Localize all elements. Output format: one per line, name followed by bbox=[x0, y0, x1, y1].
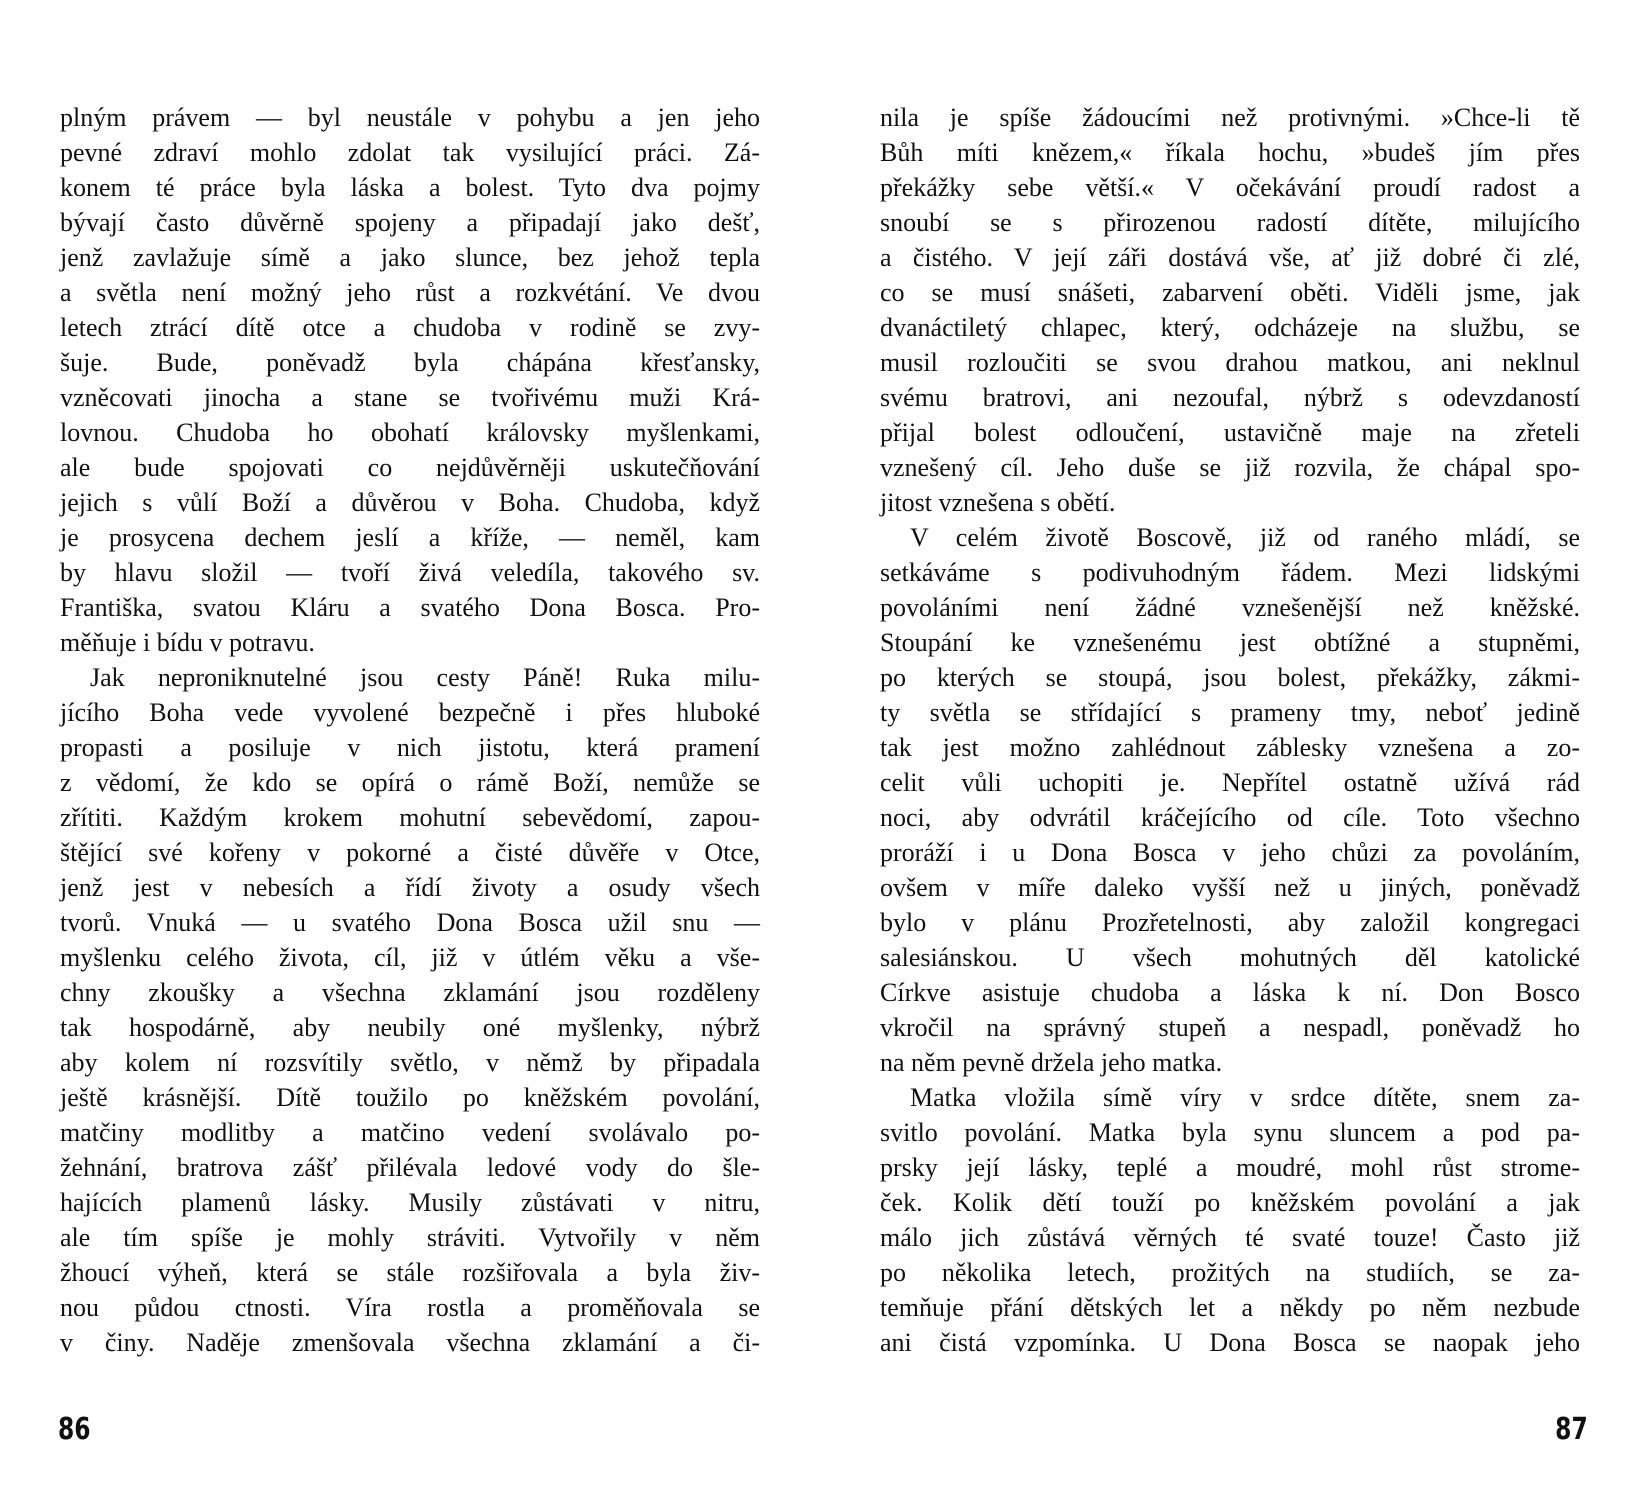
text-line: svému bratrovi, ani nezoufal, nýbrž s odevzdaností bbox=[880, 383, 1580, 412]
text-line: zřítiti. Každým krokem mohutní sebevědomí, zapou- bbox=[60, 803, 760, 832]
text-line: jenž zavlažuje símě a jako slunce, bez jehož tepla bbox=[60, 243, 760, 272]
text-line: aby kolem ní rozsvítily světlo, v němž by připadala bbox=[60, 1048, 760, 1077]
text-line: jícího Boha vede vyvolené bezpečně i přes hluboké bbox=[60, 698, 760, 727]
text-line: Bůh míti knězem,« říkala hochu, »budeš jím přes bbox=[880, 138, 1580, 167]
text-line: po kterých se stoupá, jsou bolest, překážky, zákmi- bbox=[880, 663, 1580, 692]
text-line: ani čistá vzpomínka. U Dona Bosca se naopak jeho bbox=[880, 1328, 1580, 1357]
text-line: a světla není možný jeho růst a rozkvétání. Ve dvou bbox=[60, 278, 760, 307]
text-line: plným právem — byl neustále v pohybu a jen jeho bbox=[60, 103, 760, 132]
text-line: Stoupání ke vznešenému jest obtížné a stupněmi, bbox=[880, 628, 1580, 657]
text-line: bývají často důvěrně spojeny a připadají jako dešť, bbox=[60, 208, 760, 237]
text-line: by hlavu složil — tvoří živá veledíla, takového sv. bbox=[60, 558, 760, 587]
text-line: pevné zdraví mohlo zdolat tak vysilující práci. Zá- bbox=[60, 138, 760, 167]
text-line: tak jest možno zahlédnout záblesky vznešena a zo- bbox=[880, 733, 1580, 762]
text-line: propasti a posiluje v nich jistotu, která pramení bbox=[60, 733, 760, 762]
page-number-right: 87 bbox=[1555, 1412, 1588, 1447]
left-page bbox=[60, 100, 760, 1360]
text-line: noci, aby odvrátil kráčejícího od cíle. Toto všechno bbox=[880, 803, 1580, 832]
text-line: v činy. Naděje zmenšovala všechna zklamání a či- bbox=[60, 1328, 760, 1357]
paragraph-start-line: Jak neproniknutelné jsou cesty Páně! Ruka milu- bbox=[90, 663, 760, 692]
text-line: tak hospodárně, aby neubily oné myšlenky, nýbrž bbox=[60, 1013, 760, 1042]
text-line: prsky její lásky, teplé a moudré, mohl růst strome- bbox=[880, 1153, 1580, 1182]
text-line: vznešený cíl. Jeho duše se již rozvila, že chápal spo- bbox=[880, 453, 1580, 482]
page-number-left: 86 bbox=[58, 1412, 91, 1447]
text-line: je prosycena dechem jeslí a kříže, — neměl, kam bbox=[60, 523, 760, 552]
text-line: snoubí se s přirozenou radostí dítěte, milujícího bbox=[880, 208, 1580, 237]
text-line: hajících plamenů lásky. Musily zůstávati v nitru, bbox=[60, 1188, 760, 1217]
text-line: Františka, svatou Kláru a svatého Dona Bosca. Pro- bbox=[60, 593, 760, 622]
text-line: letech ztrácí dítě otce a chudoba v rodině se zvy- bbox=[60, 313, 760, 342]
text-line: ty světla se střídající s prameny tmy, neboť jedině bbox=[880, 698, 1580, 727]
text-line: jejich s vůlí Boží a důvěrou v Boha. Chudoba, když bbox=[60, 488, 760, 517]
text-line: z vědomí, že kdo se opírá o rámě Boží, nemůže se bbox=[60, 768, 760, 797]
text-line: Církve asistuje chudoba a láska k ní. Don Bosco bbox=[880, 978, 1580, 1007]
text-line: žhoucí výheň, která se stále rozšiřovala a byla živ- bbox=[60, 1258, 760, 1287]
text-line: myšlenku celého života, cíl, již v útlém věku a vše- bbox=[60, 943, 760, 972]
text-line: svitlo povolání. Matka byla synu sluncem a pod pa- bbox=[880, 1118, 1580, 1147]
text-line: musil rozloučiti se svou drahou matkou, ani neklnul bbox=[880, 348, 1580, 377]
text-line: jitost vznešena s obětí. bbox=[880, 488, 1116, 517]
text-line: ček. Kolik dětí touží po kněžském povolání a jak bbox=[880, 1188, 1580, 1217]
paragraph-start-line: V celém životě Boscově, již od raného mládí, se bbox=[910, 523, 1580, 552]
text-line: dvanáctiletý chlapec, který, odcházeje na službu, se bbox=[880, 313, 1580, 342]
text-line: setkáváme s podivuhodným řádem. Mezi lidskými bbox=[880, 558, 1580, 587]
text-line: jenž jest v nebesích a řídí životy a osudy všech bbox=[60, 873, 760, 902]
text-line: ještě krásnější. Dítě toužilo po kněžském povolání, bbox=[60, 1083, 760, 1112]
text-line: a čistého. V její záři dostává vše, ať již dobré či zlé, bbox=[880, 243, 1580, 272]
text-line: matčiny modlitby a matčino vedení svolávalo po- bbox=[60, 1118, 760, 1147]
text-line: povoláními není žádné vznešenější než kněžské. bbox=[880, 593, 1580, 622]
text-line: štějící své kořeny v pokorné a čisté důvěře v Otce, bbox=[60, 838, 760, 867]
text-line: vzněcovati jinocha a stane se tvořivému muži Krá- bbox=[60, 383, 760, 412]
text-line: přijal bolest odloučení, ustavičně maje na zřeteli bbox=[880, 418, 1580, 447]
text-line: ale tím spíše je mohly stráviti. Vytvořily v něm bbox=[60, 1223, 760, 1252]
paragraph-start-line: Matka vložila símě víry v srdce dítěte, snem za- bbox=[910, 1083, 1580, 1112]
text-line: měňuje i bídu v potravu. bbox=[60, 628, 315, 657]
text-line: temňuje přání dětských let a někdy po něm nezbude bbox=[880, 1293, 1580, 1322]
text-line: co se musí snášeti, zabarvení oběti. Viděli jsme, jak bbox=[880, 278, 1580, 307]
text-line: salesiánskou. U všech mohutných děl katolické bbox=[880, 943, 1580, 972]
text-line: nila je spíše žádoucími než protivnými. »Chce-li tě bbox=[880, 103, 1580, 132]
text-line: šuje. Bude, poněvadž byla chápána křesťansky, bbox=[60, 348, 760, 377]
text-line: chny zkoušky a všechna zklamání jsou rozděleny bbox=[60, 978, 760, 1007]
text-line: po několika letech, prožitých na studiích, se za- bbox=[880, 1258, 1580, 1287]
right-page bbox=[880, 100, 1580, 1360]
text-line: ale bude spojovati co nejdůvěrněji uskutečňování bbox=[60, 453, 760, 482]
text-line: vkročil na správný stupeň a nespadl, poněvadž ho bbox=[880, 1013, 1580, 1042]
text-line: žehnání, bratrova zášť přilévala ledové vody do šle- bbox=[60, 1153, 760, 1182]
text-line: proráží i u Dona Bosca v jeho chůzi za povoláním, bbox=[880, 838, 1580, 867]
text-line: nou půdou ctnosti. Víra rostla a proměňovala se bbox=[60, 1293, 760, 1322]
text-line: tvorů. Vnuká — u svatého Dona Bosca užil snu — bbox=[60, 908, 760, 937]
text-line: málo jich zůstává věrných té svaté touze! Často již bbox=[880, 1223, 1580, 1252]
text-line: na něm pevně držela jeho matka. bbox=[880, 1048, 1223, 1077]
text-line: celit vůli uchopiti je. Nepřítel ostatně užívá rád bbox=[880, 768, 1580, 797]
text-line: konem té práce byla láska a bolest. Tyto dva pojmy bbox=[60, 173, 760, 202]
text-line: překážky sebe větší.« V očekávání proudí radost a bbox=[880, 173, 1580, 202]
text-line: bylo v plánu Prozřetelnosti, aby založil kongregaci bbox=[880, 908, 1580, 937]
text-line: lovnou. Chudoba ho obohatí královsky myšlenkami, bbox=[60, 418, 760, 447]
text-line: ovšem v míře daleko vyšší než u jiných, poněvadž bbox=[880, 873, 1580, 902]
